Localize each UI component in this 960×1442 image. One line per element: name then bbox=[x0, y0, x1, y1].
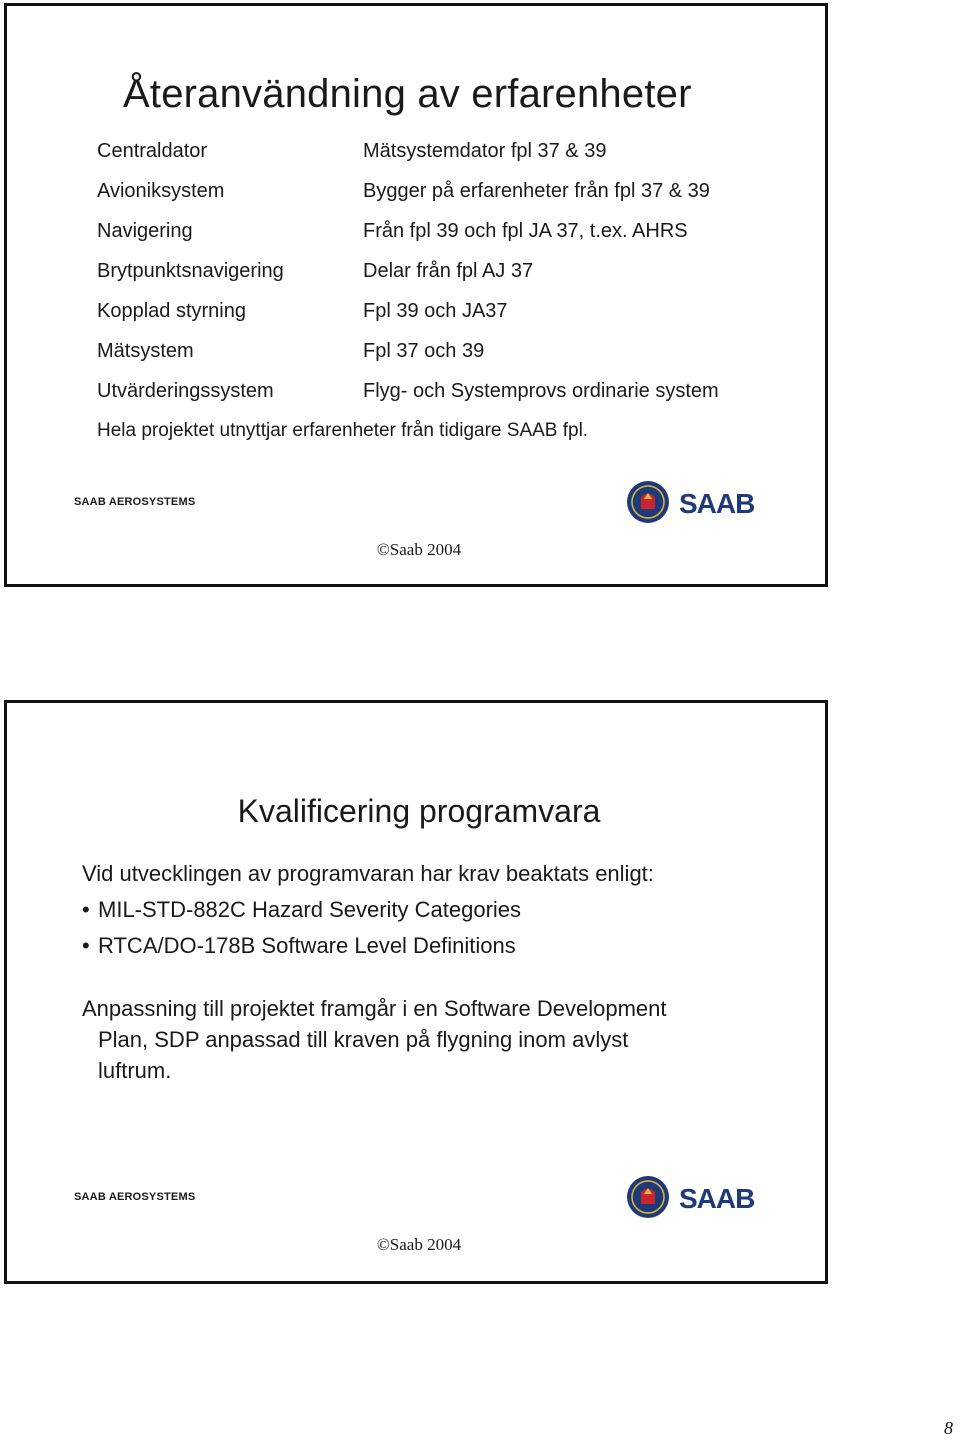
copyright: ©Saab 2004 bbox=[376, 540, 462, 559]
row-value: Från fpl 39 och fpl JA 37, t.ex. AHRS bbox=[363, 220, 688, 242]
paragraph bbox=[82, 993, 782, 1086]
saab-logo bbox=[627, 1174, 767, 1220]
bullet-icon: • bbox=[82, 897, 90, 922]
copyright: ©Saab 2004 bbox=[376, 1235, 462, 1254]
logo-wordmark: SAAB bbox=[679, 1183, 755, 1214]
company-footer: SAAB AEROSYSTEMS bbox=[74, 1191, 196, 1203]
logo-wordmark: SAAB bbox=[679, 488, 755, 519]
bullet-item bbox=[82, 897, 521, 923]
saab-logo bbox=[627, 479, 767, 525]
row-label: Avioniksystem bbox=[97, 180, 225, 202]
slide-1-title: Återanvändning av erfarenheter bbox=[123, 72, 692, 116]
slide-2-title: Kvalificering programvara bbox=[237, 793, 601, 829]
row-value: Flyg- och Systemprovs ordinarie system bbox=[363, 380, 719, 402]
paragraph-line: Plan, SDP anpassad till kraven på flygning inom avlyst bbox=[98, 1027, 629, 1052]
row-label: Brytpunktsnavigering bbox=[97, 260, 284, 282]
row-label: Utvärderingssystem bbox=[97, 380, 274, 402]
row-value: Mätsystemdator fpl 37 & 39 bbox=[363, 140, 607, 162]
slide-2 bbox=[4, 700, 828, 1284]
intro-text: Vid utvecklingen av programvaran har krav beaktats enligt: bbox=[82, 861, 654, 886]
row-label: Kopplad styrning bbox=[97, 300, 246, 322]
slide-1 bbox=[4, 3, 828, 587]
bullet-item bbox=[82, 933, 516, 959]
row-value: Delar från fpl AJ 37 bbox=[363, 260, 534, 282]
bullet-text: RTCA/DO-178B Software Level Definitions bbox=[98, 933, 516, 958]
row-value: Fpl 39 och JA37 bbox=[363, 300, 508, 322]
company-footer: SAAB AEROSYSTEMS bbox=[74, 496, 196, 508]
paragraph-line: Anpassning till projektet framgår i en Software Development bbox=[82, 996, 667, 1021]
bullet-text: MIL-STD-882C Hazard Severity Categories bbox=[98, 897, 522, 922]
row-label: Navigering bbox=[97, 220, 193, 242]
bullet-icon: • bbox=[82, 933, 90, 958]
row-label: Mätsystem bbox=[97, 340, 194, 362]
summary-text: Hela projektet utnyttjar erfarenheter från tidigare SAAB fpl. bbox=[97, 420, 589, 441]
row-value: Bygger på erfarenheter från fpl 37 & 39 bbox=[363, 180, 710, 202]
row-value: Fpl 37 och 39 bbox=[363, 340, 485, 362]
page-number: 8 bbox=[944, 1418, 953, 1438]
row-label: Centraldator bbox=[97, 140, 208, 162]
paragraph-line: luftrum. bbox=[98, 1058, 172, 1083]
